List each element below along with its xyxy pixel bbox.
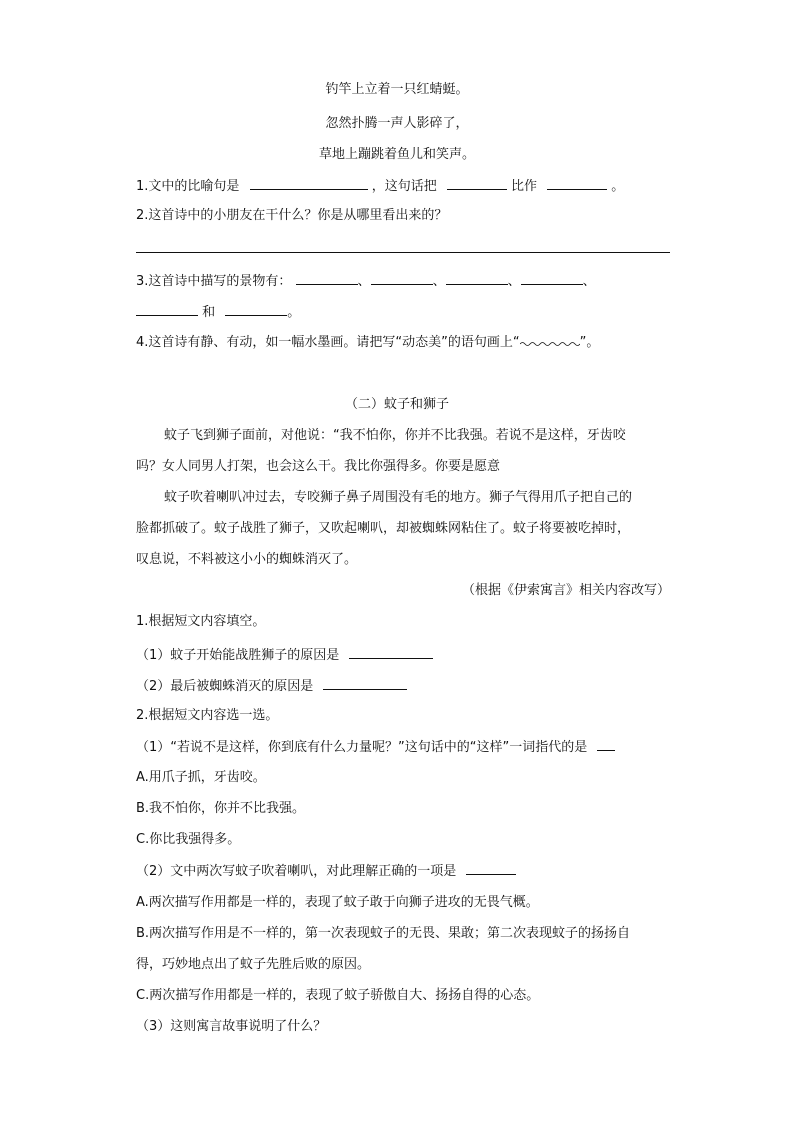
poem-question-4 [136,334,599,352]
fable-question-1-1 [136,646,433,665]
answer-blank-metaphor[interactable] [250,177,368,190]
fable-p2-line3: 叹息说，不料被这小小的蜘蛛消灭了。 [136,552,358,567]
q2-1-text: （1）“若说不是这样，你到底有什么力量呢？”这句话中的“这样”一词指代的是 [136,740,588,755]
q2-2-text: （2）文中两次写蚊子吹着喇叭，对此理解正确的一项是 [136,864,457,879]
fable-p1-line2: 吗？女人同男人打架，也会这么干。我比你强得多。你要是愿意 [136,459,501,474]
wavy-underline-icon [520,334,580,346]
separator: 、 [357,274,371,289]
fable-title: （二）蚊子和狮子 [344,397,449,412]
option-q2-2-b-line2[interactable]: 得，巧妙地点出了蚊子先胜后败的原因。 [136,957,371,972]
q1-text-d: 。 [611,179,625,194]
q1-text-a: 1.文中的比喻句是 [136,179,240,194]
separator: 、 [432,274,446,289]
answer-blank-subject[interactable] [447,177,507,190]
poem-line-1: 钓竿上立着一只红蜻蜓。 [325,82,469,97]
q4-text-b: ”。 [579,335,600,350]
answer-blank-scene-6[interactable] [225,303,287,316]
q1-2-text: （2）最后被蜘蛛消灭的原因是 [136,679,314,694]
poem-question-1 [136,177,624,196]
option-q2-2-c[interactable]: C.两次描写作用都是一样的，表现了蚊子骄傲自大、扬扬自得的心态。 [136,988,540,1003]
answer-blank-scene-1[interactable] [296,272,358,285]
option-q2-2-a[interactable]: A.两次描写作用都是一样的，表现了蚊子敢于向狮子进攻的无畏气概。 [136,895,539,910]
fable-question-2-2 [136,862,516,881]
answer-line-q2[interactable] [136,252,670,253]
option-q2-1-b[interactable]: B.我不怕你，你并不比我强。 [136,801,306,816]
answer-blank-scene-5[interactable] [136,303,198,316]
q4-text-a: 4.这首诗有静、有动，如一幅水墨画。请把写“动态美”的语句画上“ [136,335,520,350]
answer-blank-q2-1[interactable] [597,738,615,751]
answer-blank-q2-2[interactable] [466,862,516,875]
poem-line-3: 草地上蹦跳着鱼儿和笑声。 [318,147,475,162]
option-q2-1-a[interactable]: A.用爪子抓，牙齿咬。 [136,770,266,785]
separator: 、 [582,274,596,289]
fable-p1-line1: 蚊子飞到狮子面前，对他说：“我不怕你，你并不比我强。若说不是这样，牙齿咬 [164,428,626,443]
answer-blank-scene-2[interactable] [371,272,433,285]
fable-question-2-3: （3）这则寓言故事说明了什么？ [136,1019,327,1034]
poem-question-3 [136,272,596,291]
poem-line-2: 忽然扑腾一声人影碎了， [325,116,469,131]
answer-blank-scene-4[interactable] [521,272,583,285]
and-text: 和 [202,305,216,320]
option-q2-2-b-line1[interactable]: B.两次描写作用是不一样的，第一次表现蚊子的无畏、果敢；第二次表现蚊子的扬扬自 [136,926,631,941]
option-q2-1-c[interactable]: C.你比我强得多。 [136,832,241,847]
q1-text-b: ，这句话把 [371,179,437,194]
fable-question-1-2 [136,677,407,696]
answer-blank-q1-1[interactable] [349,646,433,659]
fable-question-2: 2.根据短文内容选一选。 [136,708,279,723]
q1-1-text: （1）蚊子开始能战胜狮子的原因是 [136,648,340,663]
separator: 、 [507,274,521,289]
answer-blank-object[interactable] [547,177,607,190]
answer-blank-q1-2[interactable] [323,677,407,690]
fable-p2-line2: 脸都抓破了。蚊子战胜了狮子，又吹起喇叭，却被蜘蛛网粘住了。蚊子将要被吃掉时， [136,521,631,536]
fable-question-2-1 [136,738,615,757]
fable-question-1: 1.根据短文内容填空。 [136,614,266,629]
fable-source: （根据《伊索寓言》相关内容改写） [461,583,670,598]
q1-text-c: 比作 [510,179,537,194]
poem-question-3-cont [136,303,300,322]
fable-p2-line1: 蚊子吹着喇叭冲过去，专咬狮子鼻子周围没有毛的地方。狮子气得用爪子把自己的 [164,490,633,505]
poem-question-2: 2.这首诗中的小朋友在干什么？你是从哪里看出来的？ [136,208,448,223]
answer-blank-scene-3[interactable] [446,272,508,285]
period: 。 [287,305,301,320]
q3-text: 3.这首诗中描写的景物有： [136,274,292,289]
